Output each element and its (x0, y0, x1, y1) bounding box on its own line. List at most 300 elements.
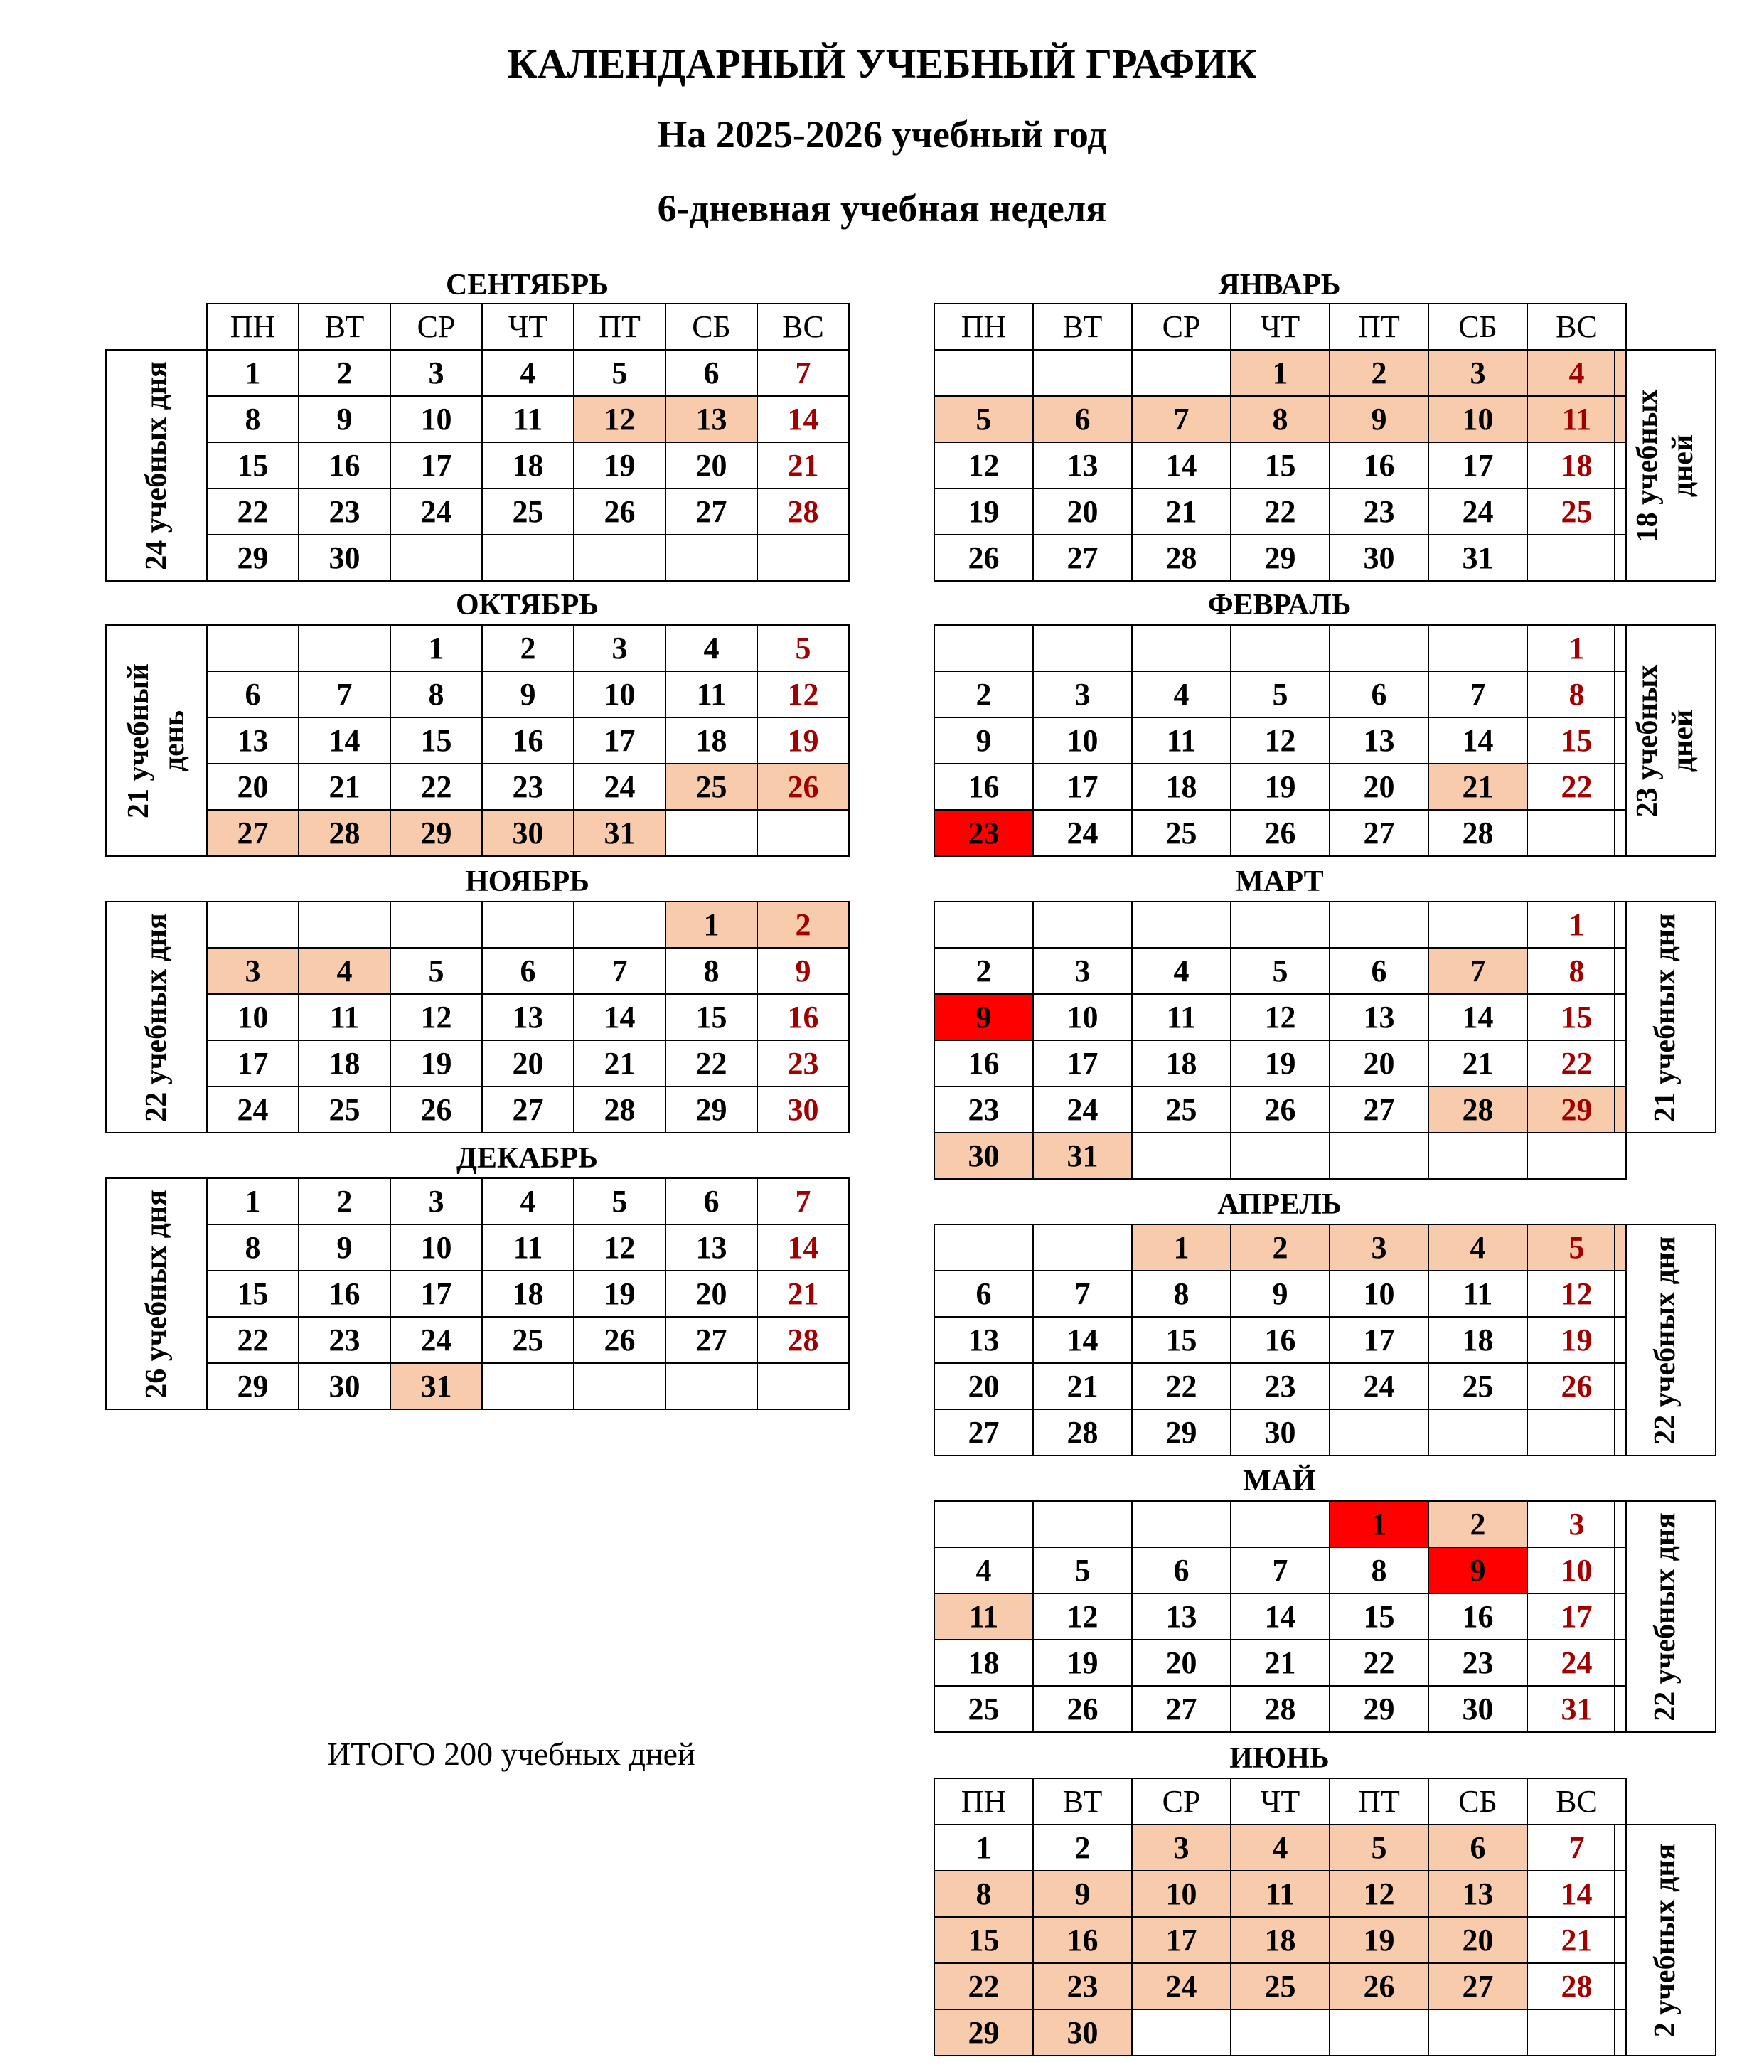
day-cell: 19 (1230, 1040, 1330, 1087)
month-name: ОКТЯБРЬ (455, 589, 599, 621)
empty-cell (1329, 1132, 1429, 1180)
day-cell: 4 (481, 349, 574, 397)
day-cell: 22 (390, 763, 483, 811)
weekday-header: СР (390, 303, 483, 351)
day-cell: 31 (1428, 534, 1528, 582)
day-cell: 26 (934, 534, 1034, 582)
day-cell: 2 (1329, 349, 1429, 397)
day-cell: 8 (206, 395, 299, 443)
day-cell: 15 (1230, 442, 1330, 489)
empty-cell (1428, 1409, 1528, 1456)
day-cell: 3 (206, 947, 299, 995)
day-cell: 9 (934, 717, 1034, 764)
day-cell: 29 (206, 1362, 299, 1410)
day-cell: 26 (1230, 809, 1330, 857)
day-cell: 5 (1527, 1224, 1627, 1271)
day-cell: 18 (481, 1270, 574, 1318)
day-cell: 13 (206, 717, 299, 764)
day-cell: 27 (1329, 1086, 1429, 1133)
day-cell: 1 (1527, 901, 1627, 949)
study-days-label (1614, 1500, 1716, 1733)
study-days-label (1614, 624, 1716, 857)
month-name: ЯНВАРЬ (1218, 269, 1341, 301)
empty-cell (1527, 2009, 1627, 2056)
day-cell: 19 (1527, 1316, 1627, 1364)
empty-cell (1329, 624, 1429, 672)
day-cell: 3 (1032, 671, 1133, 718)
day-cell: 23 (1329, 488, 1429, 535)
day-cell: 23 (1032, 1962, 1133, 2010)
day-cell: 24 (573, 763, 666, 811)
day-cell: 7 (1428, 671, 1528, 718)
day-cell: 4 (1131, 671, 1231, 718)
day-cell: 27 (481, 1086, 574, 1133)
day-cell: 30 (934, 1132, 1034, 1180)
day-cell: 1 (665, 901, 758, 949)
day-cell: 14 (1032, 1316, 1133, 1364)
day-cell: 27 (665, 1316, 758, 1364)
day-cell: 25 (481, 488, 574, 535)
month-name: АПРЕЛЬ (1217, 1188, 1342, 1221)
day-cell: 26 (757, 763, 850, 811)
empty-cell (1527, 1409, 1627, 1456)
day-cell: 7 (1131, 395, 1231, 443)
month-name: НОЯБРЬ (465, 865, 589, 898)
day-cell: 11 (1131, 993, 1231, 1041)
day-cell: 24 (1032, 1086, 1133, 1133)
day-cell: 19 (757, 717, 850, 764)
day-cell: 2 (298, 1177, 391, 1225)
day-cell: 25 (1131, 1086, 1231, 1133)
day-cell: 16 (757, 993, 850, 1041)
empty-cell (665, 1362, 758, 1410)
day-cell: 13 (934, 1316, 1034, 1364)
day-cell: 19 (573, 442, 666, 489)
day-cell: 22 (934, 1962, 1034, 2010)
day-cell: 25 (1527, 488, 1627, 535)
study-days-label (105, 1177, 208, 1410)
day-cell: 20 (934, 1362, 1034, 1410)
day-cell: 22 (1131, 1362, 1231, 1410)
study-days-label (1614, 349, 1716, 582)
day-cell: 17 (390, 442, 483, 489)
day-cell: 22 (1329, 1639, 1429, 1687)
day-cell: 25 (665, 763, 758, 811)
day-cell: 28 (1032, 1409, 1133, 1456)
weekday-header: ВТ (298, 303, 391, 351)
day-cell: 27 (1131, 1685, 1231, 1733)
day-cell: 12 (1230, 993, 1330, 1041)
day-cell: 20 (1329, 763, 1429, 811)
day-cell: 10 (390, 395, 483, 443)
day-cell: 18 (1527, 442, 1627, 489)
day-cell: 24 (1131, 1962, 1231, 2010)
day-cell: 18 (298, 1040, 391, 1087)
month-name: СЕНТЯБРЬ (446, 269, 609, 301)
day-cell: 20 (665, 1270, 758, 1318)
empty-cell (573, 534, 666, 582)
day-cell: 5 (757, 624, 850, 672)
day-cell: 7 (757, 349, 850, 397)
day-cell: 18 (1131, 763, 1231, 811)
day-cell: 21 (1032, 1362, 1133, 1410)
day-cell: 23 (298, 488, 391, 535)
weekday-header: ВС (757, 303, 850, 351)
day-cell: 24 (390, 1316, 483, 1364)
day-cell: 7 (573, 947, 666, 995)
day-cell: 2 (1230, 1224, 1330, 1271)
study-days-text: 21 учебных дня (1649, 912, 1682, 1122)
day-cell: 22 (1527, 763, 1627, 811)
day-cell: 13 (1329, 717, 1429, 764)
month-name: ИЮНЬ (1229, 1742, 1330, 1775)
day-cell: 15 (1527, 717, 1627, 764)
day-cell: 8 (1329, 1547, 1429, 1594)
day-cell: 21 (298, 763, 391, 811)
empty-cell (1230, 2009, 1330, 2056)
study-days-text: 18 учебных дней (1631, 389, 1699, 542)
day-cell: 7 (298, 671, 391, 718)
day-cell: 4 (298, 947, 391, 995)
day-cell: 8 (934, 1870, 1034, 1918)
day-cell: 4 (481, 1177, 574, 1225)
weekday-header: СБ (1428, 303, 1528, 351)
weekday-header: СБ (1428, 1778, 1528, 1825)
day-cell: 11 (1527, 395, 1627, 443)
empty-cell (934, 624, 1034, 672)
day-cell: 13 (1131, 1593, 1231, 1640)
day-cell: 6 (1032, 395, 1133, 443)
day-cell: 21 (1527, 1916, 1627, 1964)
day-cell: 8 (206, 1224, 299, 1271)
empty-cell (1131, 901, 1231, 949)
day-cell: 22 (1230, 488, 1330, 535)
day-cell: 1 (206, 349, 299, 397)
day-cell: 11 (1131, 717, 1231, 764)
day-cell: 11 (481, 1224, 574, 1271)
empty-cell (1131, 349, 1231, 397)
day-cell: 4 (1428, 1224, 1528, 1271)
day-cell: 16 (298, 1270, 391, 1318)
day-cell: 8 (1527, 947, 1627, 995)
weekday-header: ПТ (573, 303, 666, 351)
day-cell: 1 (1527, 624, 1627, 672)
day-cell: 3 (1131, 1824, 1231, 1871)
day-cell: 9 (298, 395, 391, 443)
day-cell: 1 (390, 624, 483, 672)
day-cell: 24 (390, 488, 483, 535)
day-cell: 15 (206, 442, 299, 489)
month-name: МАЙ (1243, 1465, 1316, 1497)
weekday-header: ВС (1527, 1778, 1627, 1825)
day-cell: 15 (1131, 1316, 1231, 1364)
day-cell: 28 (1428, 809, 1528, 857)
day-cell: 24 (206, 1086, 299, 1133)
page-title: КАЛЕНДАРНЫЙ УЧЕБНЫЙ ГРАФИК (507, 41, 1257, 87)
day-cell: 5 (1032, 1547, 1133, 1594)
day-cell: 17 (573, 717, 666, 764)
day-cell: 8 (390, 671, 483, 718)
empty-cell (934, 1224, 1034, 1271)
day-cell: 9 (1032, 1870, 1133, 1918)
day-cell: 18 (1230, 1916, 1330, 1964)
day-cell: 23 (298, 1316, 391, 1364)
day-cell: 5 (1230, 671, 1330, 718)
day-cell: 29 (390, 809, 483, 857)
day-cell: 12 (757, 671, 850, 718)
day-cell: 24 (1032, 809, 1133, 857)
study-days-text: 23 учебных дней (1631, 664, 1699, 817)
study-days-text: 26 учебных дня (140, 1189, 173, 1399)
day-cell: 30 (1230, 1409, 1330, 1456)
day-cell: 6 (665, 1177, 758, 1225)
weekday-header: ПТ (1329, 1778, 1429, 1825)
day-cell: 14 (1230, 1593, 1330, 1640)
day-cell: 20 (1329, 1040, 1429, 1087)
day-cell: 16 (934, 763, 1034, 811)
day-cell: 19 (1329, 1916, 1429, 1964)
weekday-header: ЧТ (1230, 303, 1330, 351)
empty-cell (757, 809, 850, 857)
day-cell: 10 (1131, 1870, 1231, 1918)
day-cell: 22 (206, 1316, 299, 1364)
day-cell: 5 (390, 947, 483, 995)
weekday-header: ЧТ (1230, 1778, 1330, 1825)
day-cell: 2 (934, 671, 1034, 718)
day-cell: 28 (757, 488, 850, 535)
day-cell: 10 (1032, 993, 1133, 1041)
day-cell: 28 (573, 1086, 666, 1133)
day-cell: 29 (1527, 1086, 1627, 1133)
day-cell: 26 (1032, 1685, 1133, 1733)
empty-cell (1527, 534, 1627, 582)
weekday-header: СР (1131, 1778, 1231, 1825)
day-cell: 13 (665, 1224, 758, 1271)
study-days-text: 24 учебных дня (140, 361, 173, 570)
day-cell: 17 (1032, 1040, 1133, 1087)
day-cell: 5 (573, 349, 666, 397)
day-cell: 26 (573, 488, 666, 535)
day-cell: 21 (1230, 1639, 1330, 1687)
empty-cell (1230, 624, 1330, 672)
day-cell: 23 (1230, 1362, 1330, 1410)
study-days-label (105, 349, 208, 582)
day-cell: 14 (1428, 717, 1528, 764)
day-cell: 9 (481, 671, 574, 718)
day-cell: 29 (1131, 1409, 1231, 1456)
day-cell: 5 (934, 395, 1034, 443)
day-cell: 6 (481, 947, 574, 995)
day-cell: 2 (1428, 1500, 1528, 1548)
empty-cell (481, 901, 574, 949)
day-cell: 29 (1329, 1685, 1429, 1733)
day-cell: 12 (390, 993, 483, 1041)
day-cell: 24 (1329, 1362, 1429, 1410)
day-cell: 16 (934, 1040, 1034, 1087)
day-cell: 25 (1428, 1362, 1528, 1410)
day-cell: 20 (1428, 1916, 1528, 1964)
day-cell: 18 (665, 717, 758, 764)
day-cell: 17 (390, 1270, 483, 1318)
empty-cell (1428, 1132, 1528, 1180)
day-cell: 16 (1329, 442, 1429, 489)
day-cell: 14 (298, 717, 391, 764)
day-cell: 15 (934, 1916, 1034, 1964)
empty-cell (1428, 2009, 1528, 2056)
day-cell: 3 (390, 349, 483, 397)
day-cell: 20 (1032, 488, 1133, 535)
day-cell: 10 (390, 1224, 483, 1271)
day-cell: 14 (757, 395, 850, 443)
day-cell: 12 (934, 442, 1034, 489)
day-cell: 16 (298, 442, 391, 489)
day-cell: 17 (206, 1040, 299, 1087)
day-cell: 21 (757, 442, 850, 489)
month-name: ФЕВРАЛЬ (1207, 589, 1352, 621)
empty-cell (934, 1500, 1034, 1548)
day-cell: 24 (1428, 488, 1528, 535)
day-cell: 30 (481, 809, 574, 857)
empty-cell (206, 901, 299, 949)
day-cell: 21 (1131, 488, 1231, 535)
day-cell: 13 (665, 395, 758, 443)
day-cell: 27 (1428, 1962, 1528, 2010)
empty-cell (390, 901, 483, 949)
day-cell: 4 (665, 624, 758, 672)
study-days-text: 21 учебный день (122, 663, 191, 818)
weekday-header: ПТ (1329, 303, 1429, 351)
day-cell: 3 (573, 624, 666, 672)
empty-cell (934, 901, 1034, 949)
day-cell: 25 (298, 1086, 391, 1133)
day-cell: 12 (1527, 1270, 1627, 1318)
day-cell: 10 (1329, 1270, 1429, 1318)
study-days-text: 22 учебных дня (140, 912, 173, 1122)
day-cell: 23 (757, 1040, 850, 1087)
day-cell: 18 (481, 442, 574, 489)
empty-cell (1230, 901, 1330, 949)
empty-cell (757, 1362, 850, 1410)
study-days-label (1614, 1224, 1716, 1456)
day-cell: 7 (1428, 947, 1528, 995)
empty-cell (1131, 2009, 1231, 2056)
day-cell: 2 (298, 349, 391, 397)
day-cell: 9 (1428, 1547, 1528, 1594)
day-cell: 31 (1032, 1132, 1133, 1180)
weekday-header: ПН (934, 1778, 1034, 1825)
day-cell: 21 (757, 1270, 850, 1318)
day-cell: 7 (1230, 1547, 1330, 1594)
day-cell: 9 (1230, 1270, 1330, 1318)
day-cell: 15 (206, 1270, 299, 1318)
day-cell: 11 (1428, 1270, 1528, 1318)
day-cell: 23 (1428, 1639, 1528, 1687)
day-cell: 6 (1329, 671, 1429, 718)
day-cell: 27 (665, 488, 758, 535)
day-cell: 30 (1032, 2009, 1133, 2056)
empty-cell (298, 901, 391, 949)
day-cell: 27 (1032, 534, 1133, 582)
day-cell: 12 (1032, 1593, 1133, 1640)
day-cell: 17 (1032, 763, 1133, 811)
day-cell: 29 (665, 1086, 758, 1133)
empty-cell (481, 1362, 574, 1410)
day-cell: 19 (934, 488, 1034, 535)
day-cell: 7 (1527, 1824, 1627, 1871)
day-cell: 20 (481, 1040, 574, 1087)
day-cell: 26 (1230, 1086, 1330, 1133)
day-cell: 17 (1527, 1593, 1627, 1640)
day-cell: 1 (1230, 349, 1330, 397)
day-cell: 2 (481, 624, 574, 672)
empty-cell (1428, 624, 1528, 672)
day-cell: 26 (573, 1316, 666, 1364)
empty-cell (573, 901, 666, 949)
empty-cell (481, 534, 574, 582)
day-cell: 9 (298, 1224, 391, 1271)
study-days-text: 22 учебных дня (1649, 1512, 1682, 1721)
day-cell: 8 (665, 947, 758, 995)
day-cell: 17 (1428, 442, 1528, 489)
day-cell: 26 (1329, 1962, 1429, 2010)
day-cell: 18 (1131, 1040, 1231, 1087)
day-cell: 21 (573, 1040, 666, 1087)
empty-cell (934, 349, 1034, 397)
empty-cell (1527, 1132, 1627, 1180)
empty-cell (1131, 624, 1231, 672)
day-cell: 4 (1230, 1824, 1330, 1871)
day-cell: 6 (934, 1270, 1034, 1318)
day-cell: 31 (390, 1362, 483, 1410)
empty-cell (665, 809, 758, 857)
weekday-header: ЧТ (481, 303, 574, 351)
day-cell: 25 (481, 1316, 574, 1364)
day-cell: 23 (934, 1086, 1034, 1133)
day-cell: 5 (573, 1177, 666, 1225)
day-cell: 4 (934, 1547, 1034, 1594)
day-cell: 13 (1329, 993, 1429, 1041)
day-cell: 20 (665, 442, 758, 489)
empty-cell (1032, 624, 1133, 672)
day-cell: 29 (934, 2009, 1034, 2056)
day-cell: 28 (1230, 1685, 1330, 1733)
day-cell: 5 (1230, 947, 1330, 995)
empty-cell (757, 534, 850, 582)
day-cell: 29 (206, 534, 299, 582)
study-days-text: 22 учебных дня (1649, 1235, 1682, 1445)
weekday-header: ПН (206, 303, 299, 351)
day-cell: 10 (1428, 395, 1528, 443)
day-cell: 19 (1230, 763, 1330, 811)
day-cell: 21 (1428, 1040, 1528, 1087)
day-cell: 7 (1032, 1270, 1133, 1318)
empty-cell (1131, 1500, 1231, 1548)
day-cell: 6 (1428, 1824, 1528, 1871)
day-cell: 28 (1428, 1086, 1528, 1133)
empty-cell (1032, 1224, 1133, 1271)
day-cell: 27 (934, 1409, 1034, 1456)
study-days-label (1614, 1824, 1716, 2056)
weekday-header: ПН (934, 303, 1034, 351)
weekday-header: ВТ (1032, 1778, 1133, 1825)
day-cell: 1 (206, 1177, 299, 1225)
day-cell: 13 (1428, 1870, 1528, 1918)
day-cell: 12 (573, 1224, 666, 1271)
study-days-label (105, 624, 208, 857)
day-cell: 9 (1329, 395, 1429, 443)
weekday-header: ВС (1527, 303, 1627, 351)
day-cell: 12 (573, 395, 666, 443)
